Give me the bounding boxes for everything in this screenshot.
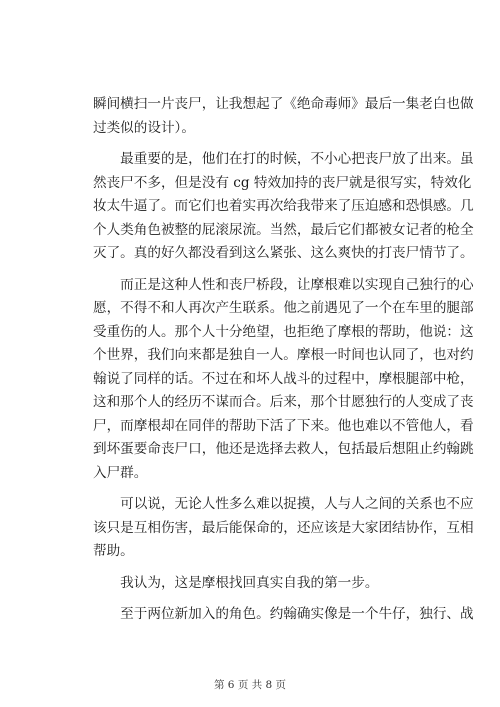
- text-line: 瞬间横扫一片丧尸，让我想起了《绝命毒师》最后一集老白也做: [93, 96, 474, 112]
- document-body: [93, 93, 474, 627]
- text-line: 灭了。真的好久都没看到这么紧张、这么爽快的打丧尸情节了。: [93, 245, 474, 261]
- text-line: 愿，不得不和人再次产生联系。他之前遇见了一个在车里的腿部: [93, 300, 474, 316]
- paragraph: [93, 572, 439, 596]
- text-line: 至于两位新加入的角色。约翰确实像是一个牛仔，独行、战: [93, 606, 474, 622]
- text-line: 入尸群。: [93, 464, 148, 481]
- paragraph: [93, 93, 474, 140]
- page-number-footer: 第 6 页 共 8 页: [213, 679, 287, 691]
- text-line: 可以说，无论人性多么难以捉摸，人与人之间的关系也不应: [93, 496, 474, 512]
- paragraph: [93, 603, 474, 627]
- text-line: 到坏蛋要命丧尸口，他还是选择去救人，包括最后想阻止约翰跳: [93, 441, 474, 457]
- text-line: 个世界，我们向来都是独自一人。摩根一时间也认同了，也对约: [93, 347, 474, 363]
- paragraph-gap: [93, 140, 439, 148]
- text-line: 受重伤的人。那个人十分绝望，也拒绝了摩根的帮助，他说：这: [93, 323, 474, 340]
- text-line: 最重要的是，他们在打的时候，不小心把丧尸放了出来。虽: [93, 151, 474, 167]
- text-line: 而正是这种人性和丧尸桥段，让摩根难以实现自己独行的心: [93, 276, 474, 293]
- paragraph-gap: [93, 485, 439, 493]
- text-line: 我认为，这是摩根找回真实自我的第一步。: [93, 574, 379, 591]
- text-line: 尸，而摩根却在同伴的帮助下活了下来。他也难以不管他人，看: [93, 417, 474, 434]
- text-line: 个人类角色被整的屁滚尿流。当然，最后它们都被女记者的枪全: [93, 221, 474, 238]
- paragraph-gap: [93, 595, 439, 603]
- paragraph: [93, 148, 474, 266]
- text-line: 该只是互相伤害，最后能保命的，还应该是大家团结协作，互相: [93, 519, 474, 536]
- text-line: 帮助。: [93, 543, 134, 559]
- text-line: 这和那个人的经历不谋而合。后来，那个甘愿独行的人变成了丧: [93, 394, 474, 410]
- text-line: 妆太牛逼了。而它们也着实再次给我带来了压迫感和恐惧感。几: [93, 198, 474, 214]
- paragraph: [93, 493, 474, 564]
- paragraph-gap: [93, 266, 439, 274]
- paragraph: [93, 274, 474, 486]
- paragraph-gap: [93, 564, 439, 572]
- text-line: 翰说了同样的话。不过在和坏人战斗的过程中，摩根腿部中枪，: [93, 370, 474, 387]
- text-line: 然丧尸不多，但是没有 cg 特效加持的丧尸就是很写实，特效化: [93, 174, 472, 191]
- text-line: 过类似的设计）。: [93, 119, 195, 136]
